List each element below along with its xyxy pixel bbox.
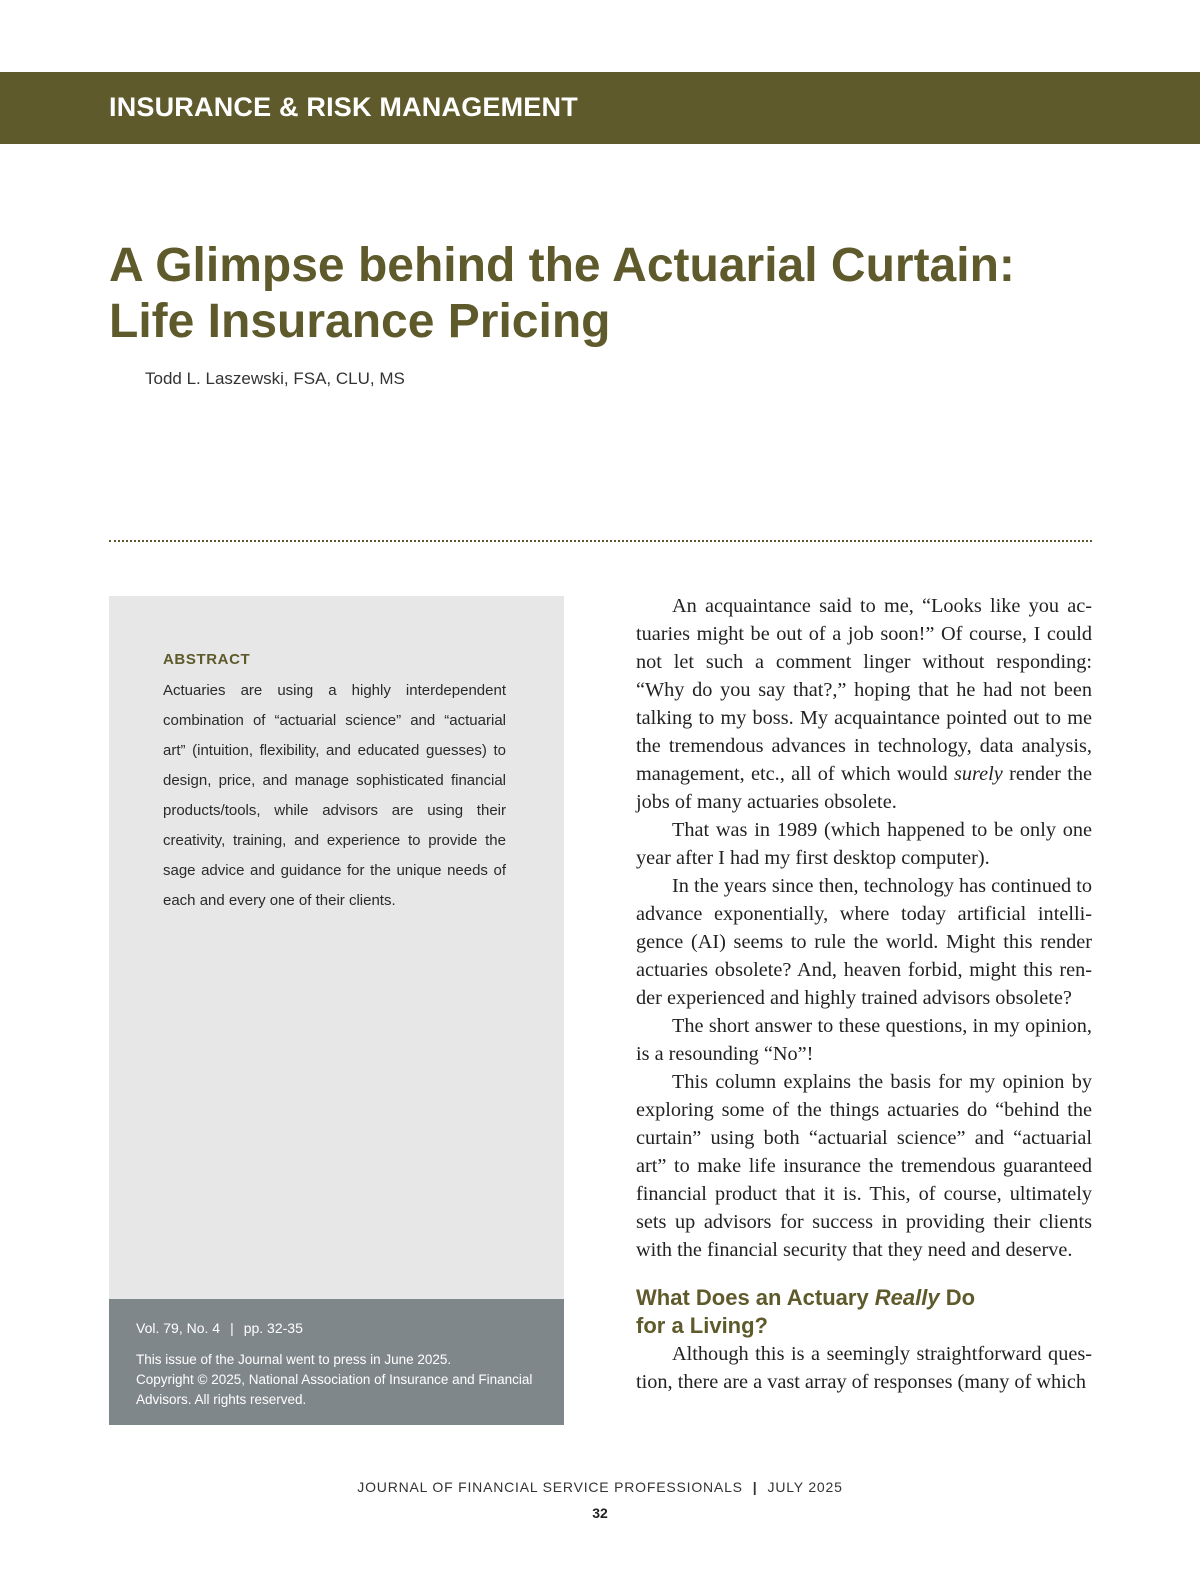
publication-info-box xyxy=(109,1299,564,1425)
body-text: render the jobs of many actuaries obsolete. xyxy=(636,763,1092,813)
volume-line xyxy=(136,1320,303,1336)
heading-text: Do xyxy=(939,1285,976,1310)
volume-separator: | xyxy=(230,1320,234,1336)
body-paragraph: Although this is a seemingly straightforward question, there are a vast array of responses (many of which xyxy=(636,1343,1092,1393)
article-body xyxy=(636,592,1092,1396)
issue-date: JULY 2025 xyxy=(767,1479,843,1495)
article-author: Todd L. Laszewski, FSA, CLU, MS xyxy=(145,369,405,388)
heading-text: What Does an Actuary xyxy=(636,1285,875,1310)
emphasis-text: surely xyxy=(953,763,1003,785)
abstract-text: Actuaries are using a highly interdependent combination of “actuarial science” and “actuarial art” (intuition, flexibility, and educated guesses) to design, price, and manage sophisticated financial products/tools, while advisors are using their creativity, training, and experience to provide the sage advice and guidance for the unique needs of each and every one of their clients. xyxy=(163,682,506,909)
press-note: This issue of the Journal went to press in June 2025. xyxy=(136,1352,452,1367)
body-text: An acquaintance said to me, “Looks like you actuaries might be out of a job soon!” Of course, I could not let such a comment linger without responding: “Why do you say that?,” hoping that he had not been talking to my boss. My acquaintance pointed out to me the tremendous advances in technology, data analysis, management, etc., all of which would xyxy=(636,595,1092,785)
journal-name: JOURNAL OF FINANCIAL SERVICE PROFESSIONALS xyxy=(357,1479,743,1495)
copyright-text: Copyright © 2025, National Association of Insurance and Financial Advisors. All rights reserved. xyxy=(136,1372,533,1407)
article-title-line-1: A Glimpse behind the Actuarial Curtain: xyxy=(109,239,1015,292)
heading-emphasis: Really xyxy=(874,1285,940,1310)
section-heading xyxy=(636,1284,1092,1340)
body-paragraph: This column explains the basis for my opinion by exploring some of the things actuaries do “behind the curtain” using both “actuarial science” and “actuarial art” to make life insurance the tremendous guaranteed financial product that it is. This, of course, ultimately sets up advisors for success in providing their clients with the financial security that they need and deserve. xyxy=(636,1071,1092,1261)
abstract-label: ABSTRACT xyxy=(163,651,251,668)
section-banner xyxy=(0,72,1200,144)
article-title xyxy=(109,238,1109,350)
footer-separator: | xyxy=(752,1479,758,1495)
page-number: 32 xyxy=(592,1505,608,1521)
volume-number: Vol. 79, No. 4 xyxy=(136,1320,221,1336)
page-range: pp. 32-35 xyxy=(243,1320,303,1336)
dotted-divider xyxy=(109,540,1092,542)
body-paragraph: The short answer to these questions, in my opinion, is a resounding “No”! xyxy=(636,1015,1092,1065)
heading-text: for a Living? xyxy=(636,1313,768,1338)
body-paragraph: In the years since then, technology has continued to advance exponentially, where today artificial intelligence (AI) seems to rule the world. Might this render actuaries obsolete? And, heaven forbid, might this render experienced and highly trained advisors obsolete? xyxy=(636,875,1092,1009)
body-paragraph xyxy=(636,592,1092,816)
page-footer xyxy=(0,1479,1200,1495)
abstract-box xyxy=(109,596,564,1299)
body-paragraph: That was in 1989 (which happened to be only one year after I had my first desktop computer). xyxy=(636,819,1092,869)
section-banner-label: INSURANCE & RISK MANAGEMENT xyxy=(109,92,578,122)
copyright-notice xyxy=(136,1350,536,1410)
article-title-line-2: Life Insurance Pricing xyxy=(109,295,611,348)
